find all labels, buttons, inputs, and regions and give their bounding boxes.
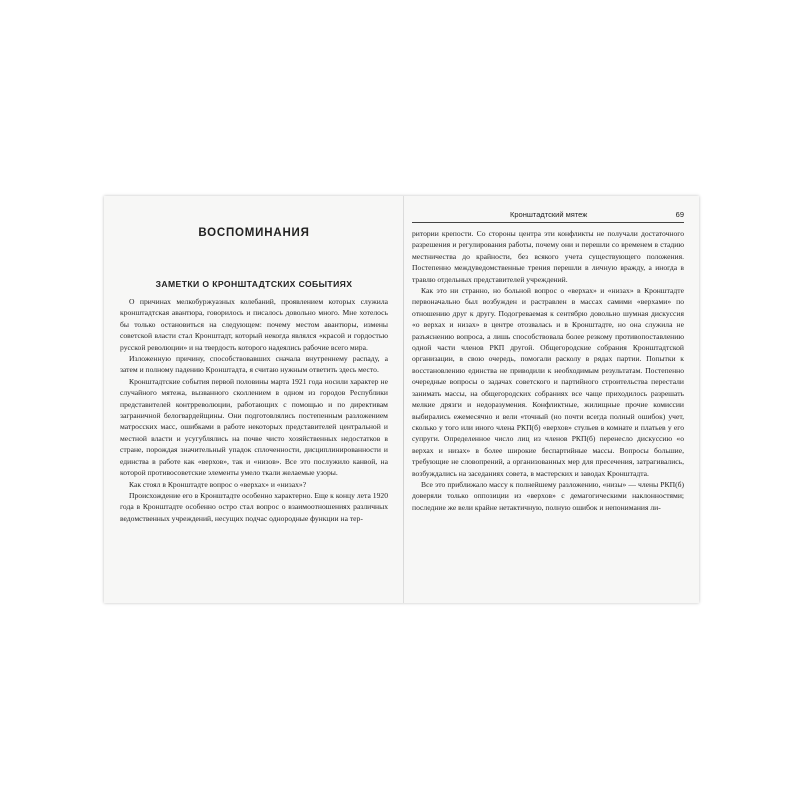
left-page [120,226,388,524]
section-title: ВОСПОМИНАНИЯ [198,227,310,239]
left-paragraph-1: О причинах мелкобуржуазных колебаний, проявлением которых служила кронштадтская авантюра, говорилось и писалось довольно много. Мне хотелось бы только остановиться на следующем: почему местом авантюры, измены советской власти стал Кронштадт, который некогда являлся «красой и гордостью русской революции» и на твердость которого надеялись рабочие всего мира. [120,297,388,352]
right-paragraph-3: Все это приближало массу к полнейшему разложению, «низы» — члены РКП(б) доверяли только оппозиции из «верхов» с демагогическими наклонностями; последние же вели крайне нетактичную, полную ошибок и непонимания ли- [412,479,684,512]
left-paragraph-2: Изложенную причину, способствовавших сначала внутреннему распаду, а затем и полному падению Кронштадта, я считаю нужным ответить здесь место. [120,354,388,375]
left-paragraph-5: Происхождение его в Кронштадте особенно характерно. Еще к концу лета 1920 года в Кронштадте особенно остро стал вопрос о взаимоотношениях различных ведомственных учреждений, несущих подчас однородные функции на тер- [120,490,388,523]
page-number: 69 [675,210,684,219]
left-paragraph-4: Как стоял в Кронштадте вопрос о «верхах» и «низах»? [129,479,307,489]
right-paragraph-2: Как это ни странно, но больной вопрос о «верхах» и «низах» в Кронштадте первоначально был возбужден и растравлен в массах самими «верхами» по отношению друг к другу. Подогреваемая к сентябрю довольно шумная дискуссия «о верхах и низах» в центре отозвалась и в Кронштадте, но она служила не разъяснению вопроса, а лишь способствовала более резкому противопоставлению одной части членов РКП другой. Общегородские собрания Кронштадтской организации, в свою очередь, помогали расколу в рядах партии. Попытки к восстановлению единства не приводили к необходимым результатам. Постепенно очередные вопросы о задачах советского и партийного строительства перестали занимать массы, на общегородских собраниях все чаще приходилось разрешать мелкие дрязги и недоразумения. Конфликтные, жилищные прочие комиссии выбирались ежемесячно и вели «точный (но почти всегда полный ошибок) учет, сколько у того или иного члена РКП(б) «верхов» стульев в комнате и платьев у его супруги. Определенное число лиц из членов РКП(б) перенесло дискуссию «о верхах и низах» в более широкие беспартийные массы. Вопросы большие, требующие не словопрений, а организованных мер для пресечения, затрагивались, возбуждались на заседаниях совета, в мастерских и заводах Кронштадта. [412,286,684,478]
right-paragraph-1: ритории крепости. Со стороны центра эти конфликты не получали достаточного разрешения и регулирования работы, почему они и перешли со временем в стадию местничества до крайности, без всякого учета существующего положения. Постепенно междуведомственные трения перешли в личную вражду, а иногда в травлю отдельных представителей учреждений. [412,229,684,284]
running-head-title: Кронштадтский мятеж [510,210,588,219]
book-gutter [403,196,404,603]
article-title: ЗАМЕТКИ О КРОНШТАДТСКИХ СОБЫТИЯХ [155,279,353,289]
right-page [412,228,684,513]
left-paragraph-3: Кронштадтские события первой половины марта 1921 года носили характер не случайного мятежа, вызванного сколлением в одном из городов Республики представителей контрреволюции, работающих с помощью и по директивам заграничной белогвардейщины. Они подготовлялись постепенным разложением матросских масс, ошибками в работе некоторых представителей центральной и местной власти и усугублялись на почве чисто хозяйственных недостатков в стране, порождая значительный упадок сплоченности, дисциплинированности и единства в работе как «верхов», так и «низов». Все это послужило канвой, на которой противосоветские элементы умело ткали желаемые узоры. [120,376,388,478]
running-head [412,210,684,223]
